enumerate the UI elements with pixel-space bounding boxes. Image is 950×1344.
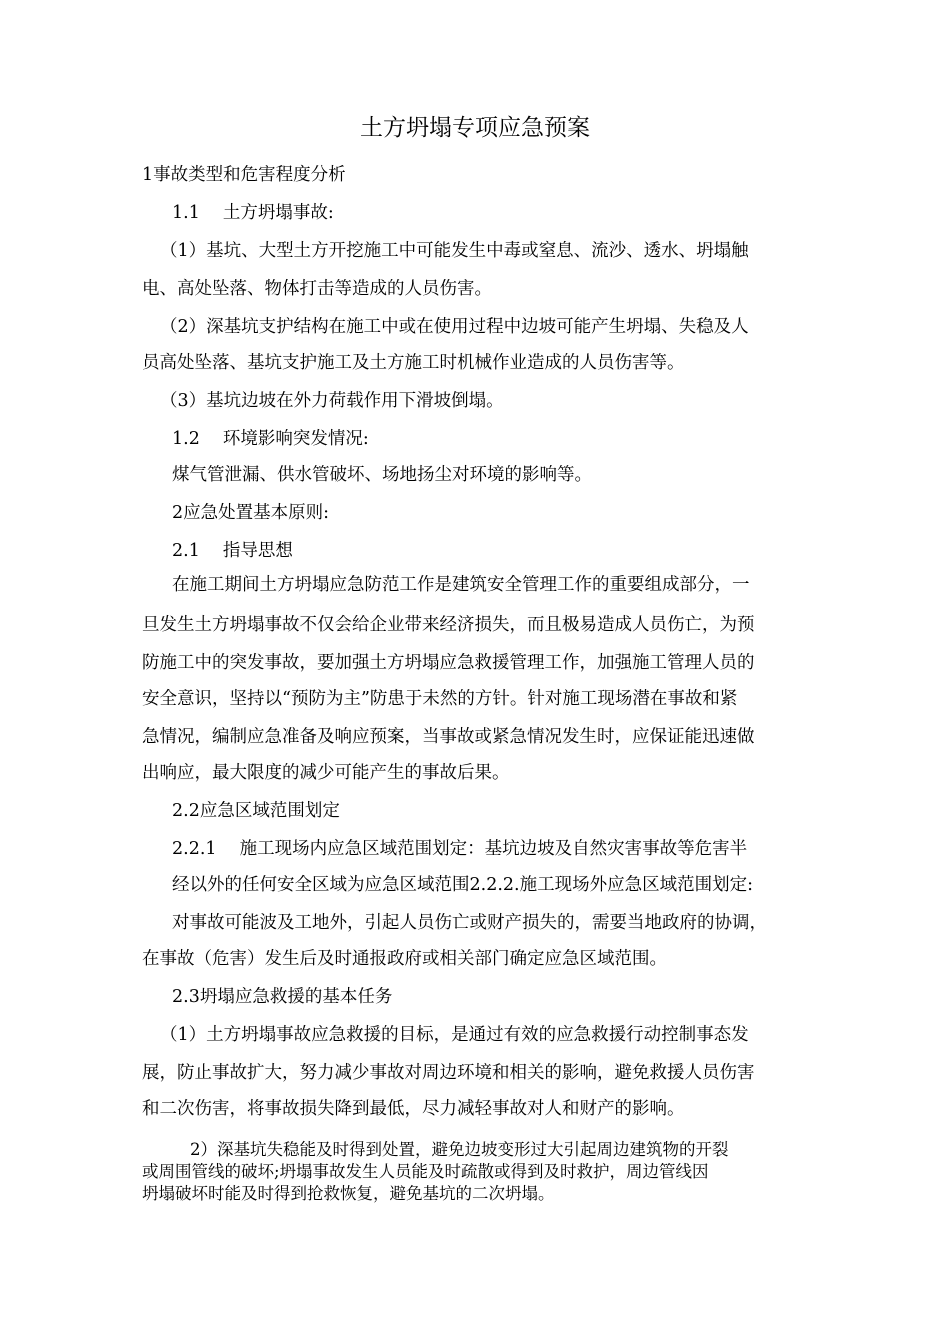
paragraph-line: 2）深基坑失稳能及时得到处置，避免边坡变形过大引起周边建筑物的开裂 bbox=[190, 1140, 729, 1159]
paragraph-line: 防施工中的突发事故，要加强土方坍塌应急救援管理工作，加强施工管理人员的 bbox=[142, 653, 755, 673]
section-heading: 1事故类型和危害程度分析 bbox=[142, 165, 346, 185]
subsection-heading: 2.3坍塌应急救援的基本任务 bbox=[172, 987, 393, 1007]
section-heading: 2应急处置基本原则: bbox=[172, 503, 330, 523]
paragraph-line: 和二次伤害，将事故损失降到最低，尽力减轻事故对人和财产的影响。 bbox=[142, 1099, 685, 1119]
subsection-heading: 2.1 指导思想 bbox=[172, 541, 293, 561]
paragraph-line: （3）基坑边坡在外力荷载作用下滑坡倒塌。 bbox=[160, 391, 504, 411]
paragraph-line: 电、高处坠落、物体打击等造成的人员伤害。 bbox=[142, 279, 492, 299]
subsection-heading: 1.1 土方坍塌事故: bbox=[172, 203, 334, 223]
paragraph-line: 旦发生土方坍塌事故不仅会给企业带来经济损失，而且极易造成人员伤亡，为预 bbox=[142, 615, 755, 635]
paragraph-line: 2.2.1 施工现场内应急区域范围划定：基坑边坡及自然灾害事故等危害半 bbox=[172, 839, 748, 859]
paragraph-line: 员高处坠落、基坑支护施工及土方施工时机械作业造成的人员伤害等。 bbox=[142, 353, 685, 373]
paragraph-line: 经以外的任何安全区域为应急区域范围2.2.2.施工现场外应急区域范围划定: bbox=[172, 875, 753, 895]
document-title: 土方坍塌专项应急预案 bbox=[360, 115, 590, 141]
paragraph-line: 急情况，编制应急准备及响应预案，当事故或紧急情况发生时，应保证能迅速做 bbox=[142, 727, 755, 747]
paragraph-line: 出响应，最大限度的减少可能产生的事故后果。 bbox=[142, 763, 510, 783]
paragraph-line: 在事故（危害）发生后及时通报政府或相关部门确定应急区域范围。 bbox=[142, 949, 667, 969]
paragraph-line: 坍塌破坏时能及时得到抢救恢复，避免基坑的二次坍塌。 bbox=[142, 1184, 555, 1203]
subsection-heading: 1.2 环境影响突发情况: bbox=[172, 429, 369, 449]
paragraph-line: （1）土方坍塌事故应急救援的目标，是通过有效的应急救援行动控制事态发 bbox=[160, 1025, 749, 1045]
paragraph-line: 安全意识，坚持以“预防为主”防患于未然的方针。针对施工现场潜在事故和紧 bbox=[142, 689, 738, 709]
subsection-heading: 2.2应急区域范围划定 bbox=[172, 801, 340, 821]
paragraph-line: 或周围管线的破坏;坍塌事故发生人员能及时疏散或得到及时救护，周边管线因 bbox=[142, 1162, 709, 1181]
paragraph-line: 在施工期间土方坍塌应急防范工作是建筑安全管理工作的重要组成部分，一 bbox=[172, 575, 750, 595]
paragraph-line: （2）深基坑支护结构在施工中或在使用过程中边坡可能产生坍塌、失稳及人 bbox=[160, 317, 749, 337]
paragraph-line: 煤气管泄漏、供水管破坏、场地扬尘对环境的影响等。 bbox=[172, 465, 592, 485]
paragraph-line: 展，防止事故扩大，努力减少事故对周边环境和相关的影响，避免救援人员伤害 bbox=[142, 1063, 755, 1083]
paragraph-line: （1）基坑、大型土方开挖施工中可能发生中毒或窒息、流沙、透水、坍塌触 bbox=[160, 241, 749, 261]
paragraph-line: 对事故可能波及工地外，引起人员伤亡或财产损失的，需要当地政府的协调， bbox=[172, 913, 767, 933]
